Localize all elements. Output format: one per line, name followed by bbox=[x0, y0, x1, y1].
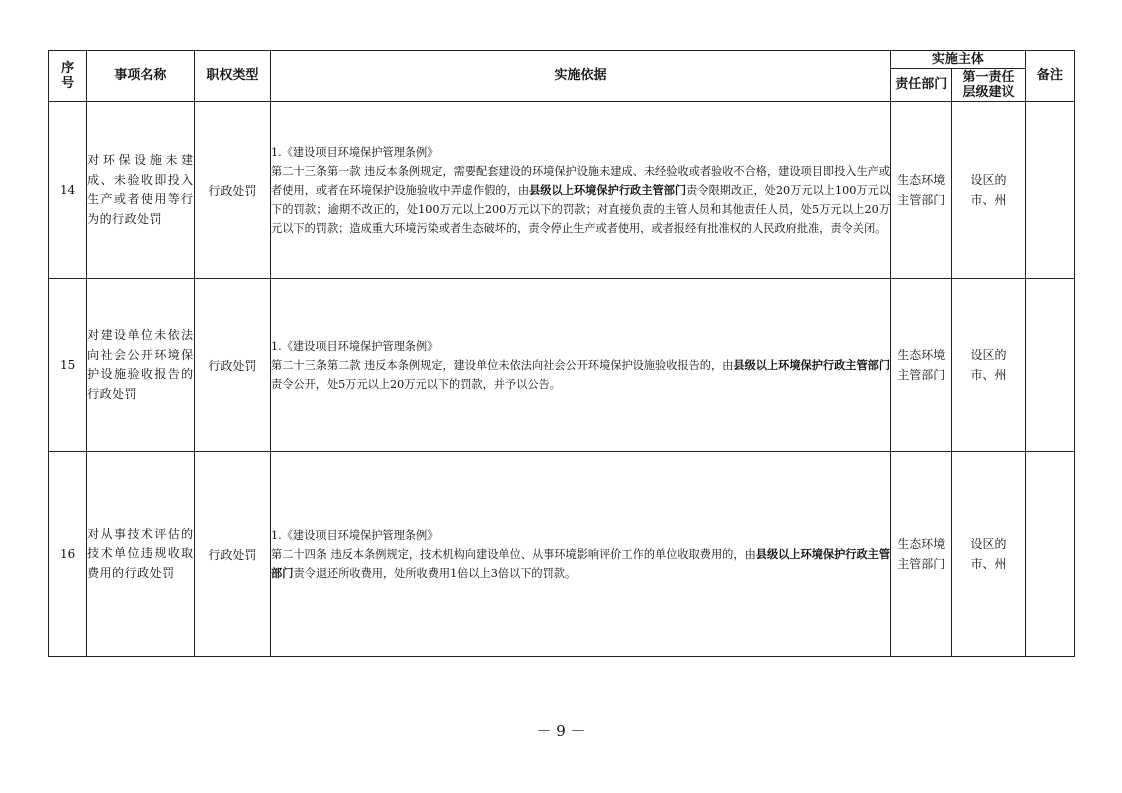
basis-authority: 县级以上环境保护行政主管部门 bbox=[733, 357, 891, 372]
row-responsible-dept: 生态环境主管部门 bbox=[891, 102, 952, 279]
row-authority-type: 行政处罚 bbox=[194, 452, 270, 657]
row-responsible-dept: 生态环境主管部门 bbox=[891, 279, 952, 452]
row-item-name: 对从事技术评估的技术单位违规收取费用的行政处罚 bbox=[87, 452, 195, 657]
row-remarks bbox=[1025, 279, 1074, 452]
row-remarks bbox=[1025, 102, 1074, 279]
basis-text: 责令公开，处5万元以上20万元以下的罚款，并予以公告。 bbox=[271, 377, 561, 391]
header-seq: 序号 bbox=[49, 51, 87, 102]
header-first-level: 第一责任层级建议 bbox=[952, 69, 1025, 102]
table-row bbox=[49, 102, 1075, 279]
basis-law-title: 1.《建设项目环境保护管理条例》 bbox=[271, 145, 439, 159]
basis-text: 责令限期改正，处20万元以上100万元以下的罚款；逾期不改正的，处100万元以上200万元以下的罚款；对直接负责的主管人员和其他责任人员，处5万元以上20万元以下的罚款；造成重大环境污染或者生态破坏的，责令停止生产或者使用，或者报经有批准权的人民政府批准，责令关闭。 bbox=[271, 183, 891, 235]
basis-text: 第二十三条第一款 违反本条例规定，需要配套建设的环境保护设施未建成、未经验收或者验收不合格，建设项目即投入生产或者使用，或者在环境保护设施验收中弄虚作假的，由 bbox=[271, 164, 891, 197]
page-number: － 9 － bbox=[536, 722, 586, 740]
row-basis bbox=[271, 279, 891, 452]
row-first-level: 设区的市、州 bbox=[952, 452, 1025, 657]
row-remarks bbox=[1025, 452, 1074, 657]
row-authority-type: 行政处罚 bbox=[194, 102, 270, 279]
basis-text: 第二十三条第二款 违反本条例规定，建设单位未依法向社会公开环境保护设施验收报告的，由 bbox=[271, 358, 734, 372]
basis-law-title: 1.《建设项目环境保护管理条例》 bbox=[271, 339, 439, 353]
basis-authority: 县级以上环境保护行政主管部门 bbox=[271, 546, 891, 580]
basis-text: 第二十四条 违反本条例规定，技术机构向建设单位、从事环境影响评价工作的单位收取费用的，由 bbox=[271, 547, 756, 561]
basis-authority: 县级以上环境保护行政主管部门 bbox=[529, 182, 687, 197]
basis-text: 责令退还所收费用，处所收费用1倍以上3倍以下的罚款。 bbox=[293, 566, 577, 580]
row-authority-type: 行政处罚 bbox=[194, 279, 270, 452]
row-seq: 14 bbox=[49, 102, 87, 279]
header-responsible-dept: 责任部门 bbox=[891, 69, 952, 102]
row-first-level: 设区的市、州 bbox=[952, 279, 1025, 452]
row-seq: 16 bbox=[49, 452, 87, 657]
row-first-level: 设区的市、州 bbox=[952, 102, 1025, 279]
header-implementation-basis: 实施依据 bbox=[271, 51, 891, 102]
row-responsible-dept: 生态环境主管部门 bbox=[891, 452, 952, 657]
table-row bbox=[49, 452, 1075, 657]
table-row bbox=[49, 279, 1075, 452]
header-item-name: 事项名称 bbox=[87, 51, 195, 102]
authority-table bbox=[48, 50, 1075, 657]
row-item-name: 对建设单位未依法向社会公开环境保护设施验收报告的行政处罚 bbox=[87, 279, 195, 452]
header-implementing-subject: 实施主体 bbox=[891, 51, 1026, 69]
basis-law-title: 1.《建设项目环境保护管理条例》 bbox=[271, 528, 439, 542]
row-seq: 15 bbox=[49, 279, 87, 452]
row-item-name: 对环保设施未建成、未验收即投入生产或者使用等行为的行政处罚 bbox=[87, 102, 195, 279]
header-authority-type: 职权类型 bbox=[194, 51, 270, 102]
row-basis bbox=[271, 452, 891, 657]
header-remarks: 备注 bbox=[1025, 51, 1074, 102]
row-basis bbox=[271, 102, 891, 279]
